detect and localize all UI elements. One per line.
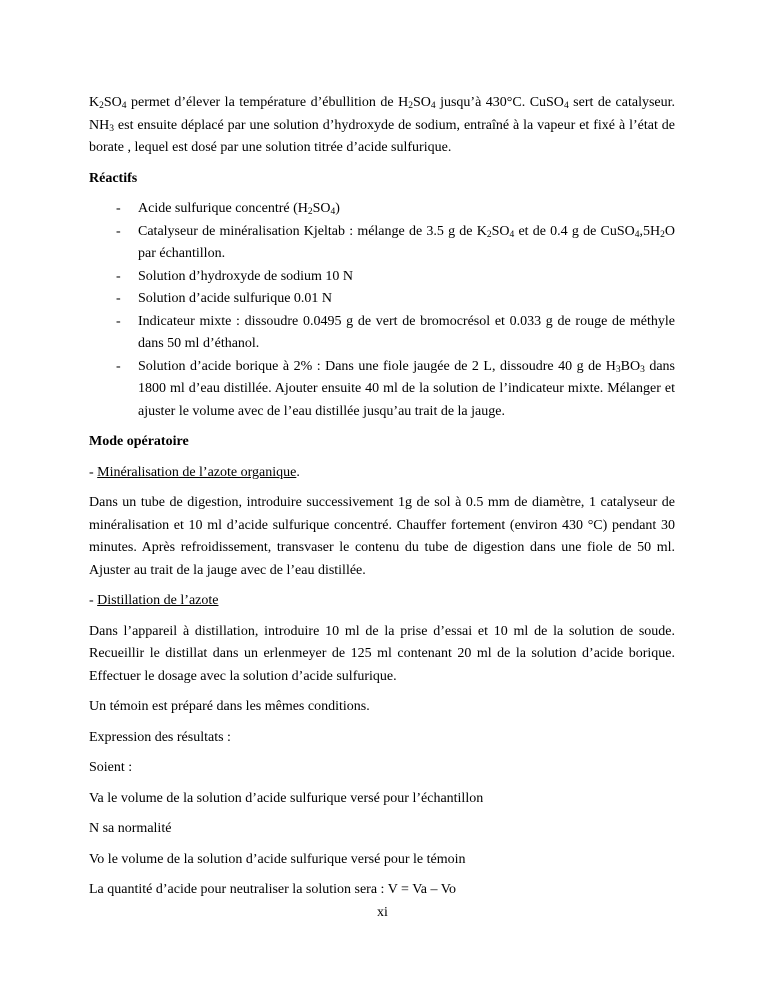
list-item: - Catalyseur de minéralisation Kjeltab : mélange de 3.5 g de $K_2SO_4$ et de 0.4 g de $CuSO_4,5H_2O$ par échantillon.	[89, 221, 675, 266]
list-item: - Indicateur mixte : dissoudre 0.0495 g de vert de bromocrésol et 0.033 g de rouge de méthyle dans 50 ml d’éthanol.	[89, 311, 675, 356]
page-content	[89, 92, 675, 902]
intro-paragraph: $K_2SO_4$ permet d’élever la température d’ébullition de $H_2SO_4$ jusqu’à 430°C. CuSO$_4$ sert de catalyseur. $NH_3$ est ensuite déplacé par une solution d’hydroxyde de sodium, entraîné à la vapeur et fixé à l’état de borate , lequel est dosé par une solution titrée d’acide sulfurique.	[89, 95, 676, 155]
list-item: - Solution d’hydroxyde de sodium 10 N	[89, 266, 675, 289]
list-item: - Acide sulfurique concentré $(H_2SO_4)$	[89, 198, 675, 221]
va-definition: Va le volume de la solution d’acide sulfurique versé pour l’échantillon	[89, 790, 484, 806]
vo-definition: Vo le volume de la solution d’acide sulfurique versé pour le témoin	[89, 851, 466, 867]
page-number: xi	[377, 905, 388, 920]
n-definition: N sa normalité	[89, 821, 172, 836]
reactifs-heading: Réactifs	[89, 170, 138, 186]
reagents-list	[89, 198, 675, 423]
mode-operatoire-heading: Mode opératoire	[89, 434, 189, 449]
distillation-subheading: - Distillation de l’azote	[89, 593, 219, 608]
mineralisation-subheading: - Minéralisation de l’azote organique.	[89, 464, 300, 480]
list-dash: -	[116, 358, 121, 374]
list-dash: -	[116, 201, 121, 216]
quantity-formula: La quantité d’acide pour neutraliser la solution sera : V = Va – Vo	[89, 882, 457, 897]
list-dash: -	[116, 223, 121, 239]
temoin-paragraph: Un témoin est préparé dans les mêmes conditions.	[89, 699, 370, 714]
soient-line: Soient :	[89, 760, 133, 775]
list-dash: -	[116, 291, 121, 306]
list-item: - Solution d’acide sulfurique 0.01 N	[89, 288, 675, 311]
list-dash: -	[116, 313, 121, 329]
results-heading: Expression des résultats :	[89, 729, 231, 745]
list-item: - Solution d’acide borique à 2% : Dans une fiole jaugée de 2 L, dissoudre 40 g de $H_3BO_3$ dans 1800 ml d’eau distillée. Ajouter ensuite 40 ml de la solution de l’indicateur mixte. Mélanger et ajuster le volume avec de l’eau distillée jusqu’au trait de la jauge.	[89, 356, 675, 424]
mineralisation-paragraph: Dans un tube de digestion, introduire successivement 1g de sol à 0.5 mm de diamètre, 1 catalyseur de minéralisation et 10 ml d’acide sulfurique concentré. Chauffer fortement (environ 430 °C) pendant 30 minutes. Après refroidissement, transvaser le contenu du tube de digestion dans une fiole de 50 ml. Ajuster au trait de la jauge avec de l’eau distillée.	[89, 495, 675, 578]
list-dash: -	[116, 268, 121, 284]
distillation-paragraph: Dans l’appareil à distillation, introduire 10 ml de la prise d’essai et 10 ml de la solution de soude. Recueillir le distillat dans un erlenmeyer de 125 ml contenant 20 ml de la solution d’acide borique. Effectuer le dosage avec la solution d’acide sulfurique.	[89, 623, 675, 684]
